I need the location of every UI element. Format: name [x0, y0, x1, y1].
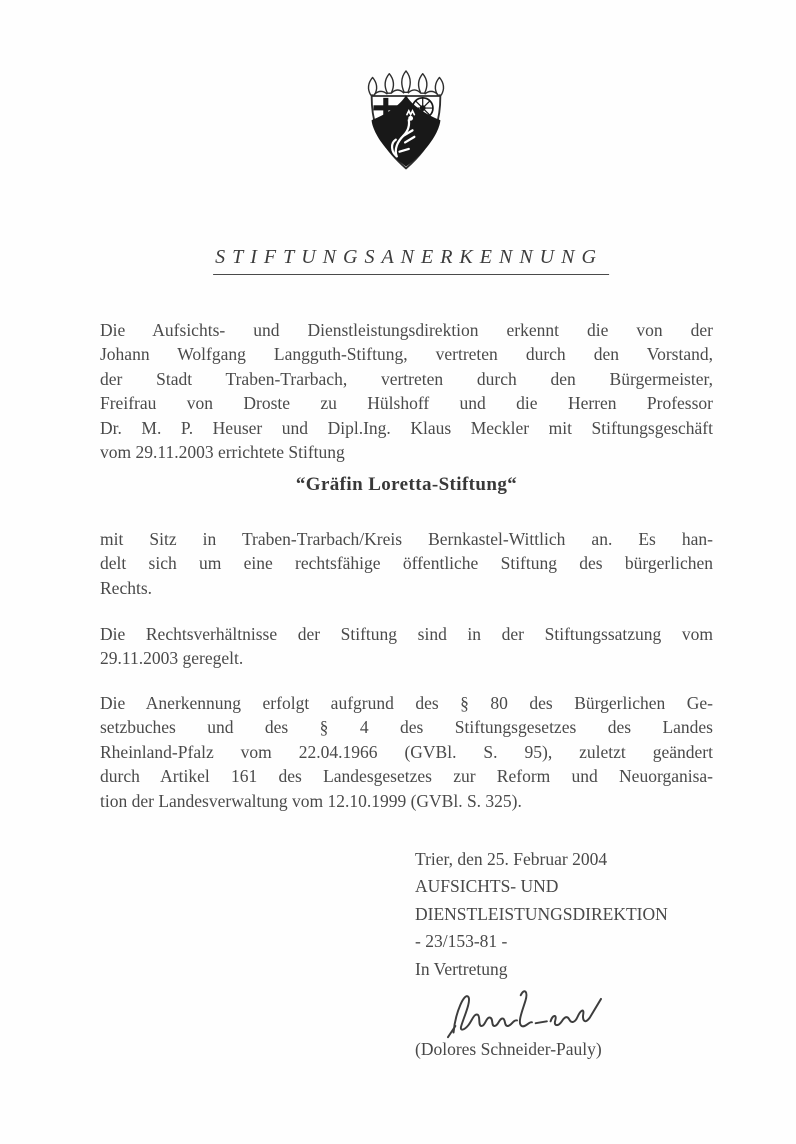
text-line: Die Rechtsverhältnisse der Stiftung sind in der Stiftungssatzung vom: [100, 624, 713, 645]
handwritten-signature: [431, 984, 631, 1040]
text-line: der Stadt Traben-Trarbach, vertreten durch den Bürgermeister,: [100, 368, 713, 389]
rheinland-pfalz-coat-of-arms-icon: [359, 70, 453, 179]
text-line: 29.11.2003 geregelt.: [100, 648, 244, 669]
paragraph-legal-basis: [100, 691, 713, 813]
text-line: Freifrau von Droste zu Hülshoff und die Herren Professor: [100, 393, 713, 414]
foundation-name: “Gräfin Loretta-Stiftung“: [295, 474, 518, 496]
text-line: Die Anerkennung erfolgt aufgrund des § 80 des Bürgerlichen Ge-: [100, 692, 713, 713]
text-line: Rheinland-Pfalz vom 22.04.1966 (GVBl. S. 95), zuletzt geändert: [100, 741, 713, 762]
text-line: durch Artikel 161 des Landesgesetzes zur Reform und Neuorganisa-: [100, 766, 713, 787]
text-line: mit Sitz in Traben-Trarbach/Kreis Bernkastel-Wittlich an. Es han-: [100, 528, 713, 549]
text-line: Dr. M. P. Heuser und Dipl.Ing. Klaus Meckler mit Stiftungsgeschäft: [100, 417, 713, 438]
in-vertretung: In Vertretung: [415, 958, 508, 979]
place-and-date: Trier, den 25. Februar 2004: [415, 849, 608, 869]
org-name-line2: DIENSTLEISTUNGSDIREKTION: [415, 903, 668, 924]
text-line: setzbuches und des § 4 des Stiftungsgesetzes des Landes: [100, 717, 713, 738]
file-reference: - 23/153-81 -: [415, 931, 508, 952]
text-line: Johann Wolfgang Langguth-Stiftung, vertreten durch den Vorstand,: [100, 344, 713, 365]
signature-block: [415, 846, 735, 1063]
document-title: STIFTUNGSANERKENNUNG: [213, 246, 609, 275]
paragraph-statutes: [100, 622, 713, 671]
text-line: Rechts.: [100, 577, 153, 598]
text-line: tion der Landesverwaltung vom 12.10.1999 (GVBl. S. 325).: [100, 790, 522, 811]
paragraph-recognition: [100, 318, 713, 464]
signer-name: (Dolores Schneider-Pauly): [415, 1039, 602, 1060]
text-line: Die Aufsichts- und Dienstleistungsdirektion erkennt die von der: [100, 320, 713, 340]
text-line: delt sich um eine rechtsfähige öffentliche Stiftung des bürgerlichen: [100, 553, 713, 574]
paragraph-seat: [100, 527, 713, 600]
org-name-line1: AUFSICHTS- UND: [415, 876, 559, 897]
text-line: vom 29.11.2003 errichtete Stiftung: [100, 442, 345, 463]
document-body: [100, 318, 713, 813]
